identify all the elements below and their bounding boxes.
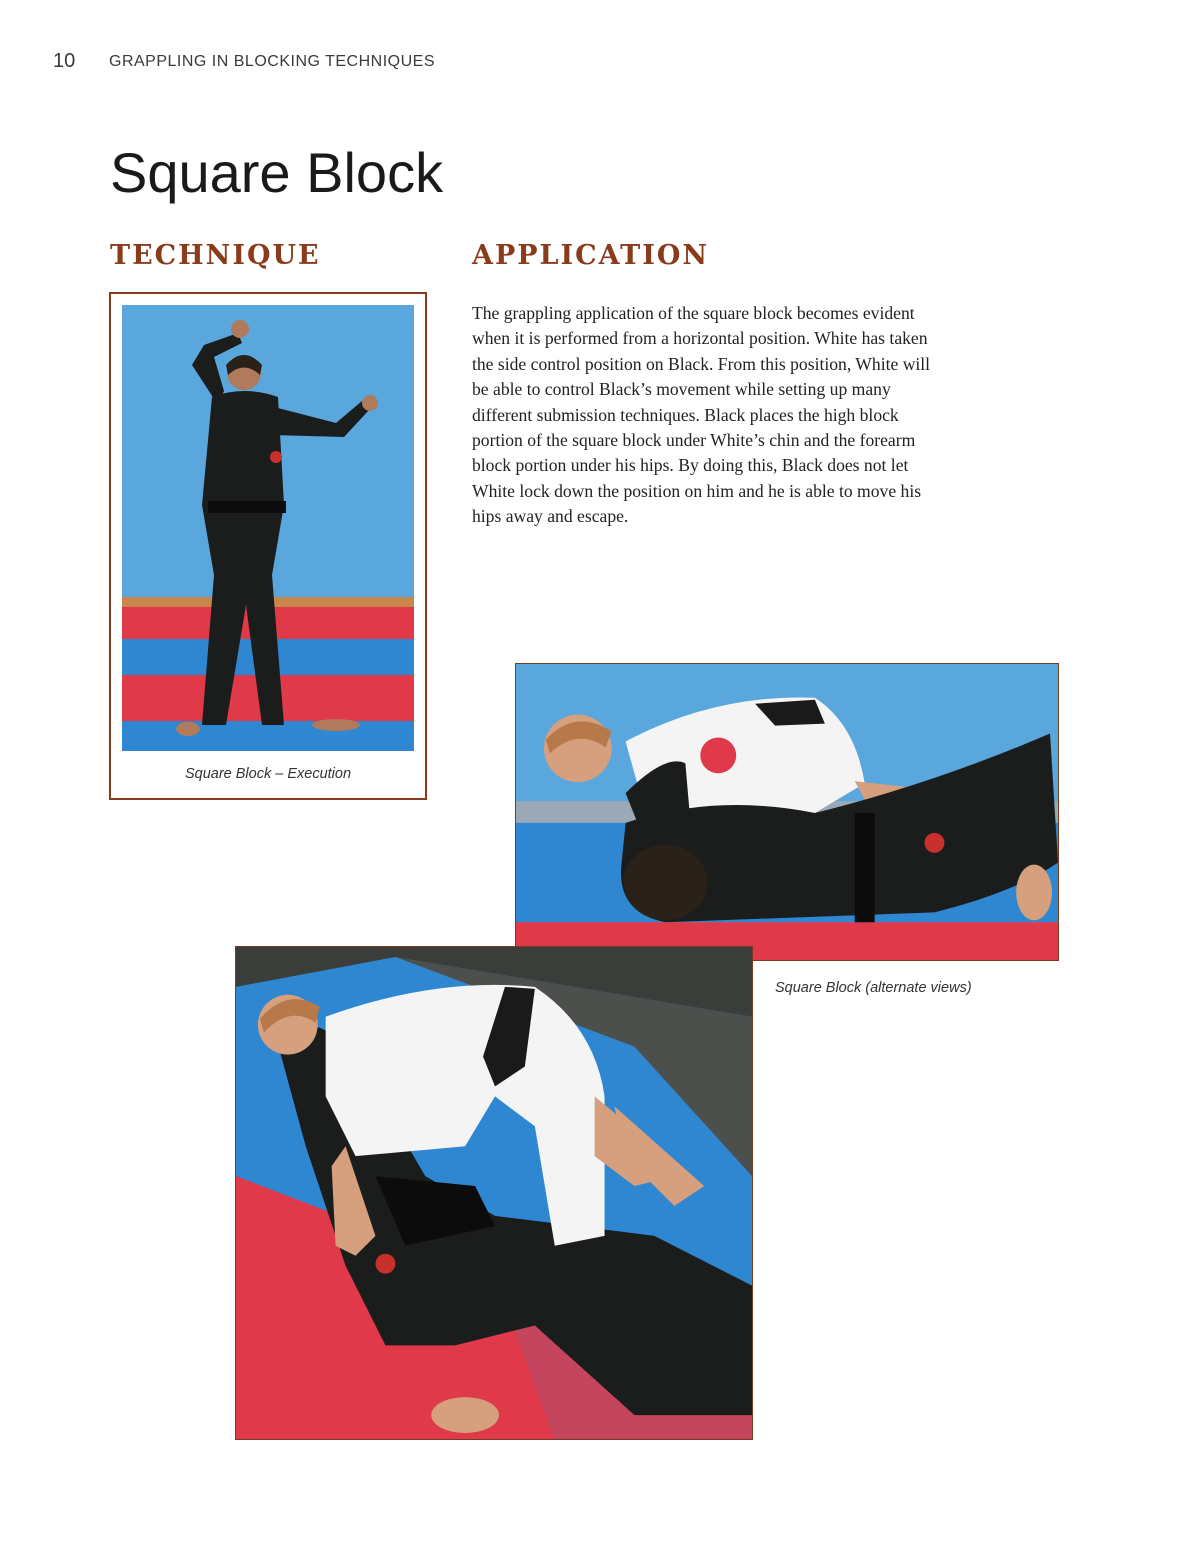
technique-heading: TECHNIQUE — [110, 240, 321, 271]
application-photo-top-view — [235, 946, 753, 1440]
application-body-text: The grappling application of the square block becomes evident when it is performed from a horizontal position. White has taken the side control position on Black. From this position, White will be able to control Black’s movement while setting up many different submission techniques. Black places the high block portion of the square block under White’s chin and the forearm block portion under his hips. By doing this, Black does not let White lock down the position on him and he is able to move his hips away and escape. — [472, 303, 931, 527]
page-number: 10 — [53, 50, 76, 72]
technique-photo-frame — [109, 292, 427, 800]
technique-photo — [122, 305, 414, 751]
application-photo-side-view — [515, 663, 1059, 961]
running-head-title: GRAPPLING IN BLOCKING TECHNIQUES — [109, 53, 435, 70]
page-title: Square Block — [110, 141, 444, 204]
application-heading: APPLICATION — [472, 240, 710, 271]
alternate-views-caption: Square Block (alternate views) — [775, 980, 972, 996]
technique-photo-caption: Square Block – Execution — [184, 766, 352, 782]
